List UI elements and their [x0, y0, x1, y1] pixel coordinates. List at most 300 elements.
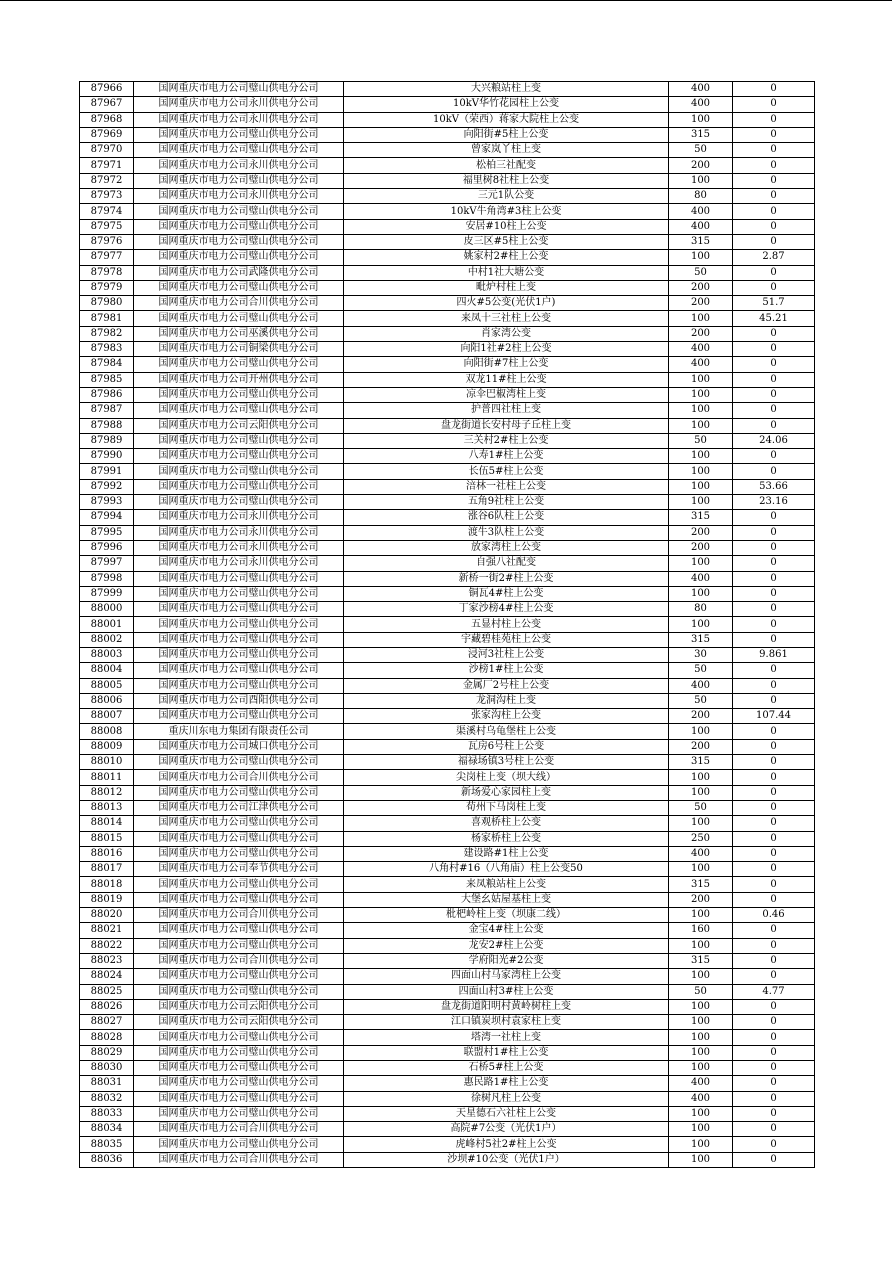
capacity-cell: 200 — [669, 326, 733, 341]
value-cell: 0 — [733, 892, 815, 907]
transformer-name-cell: 向阳1社#2柱上公变 — [344, 342, 669, 357]
capacity-cell: 100 — [669, 479, 733, 494]
row-number-cell: 87979 — [80, 280, 134, 295]
transformer-name-cell: 肖家湾公变 — [344, 326, 669, 341]
transformer-name-cell: 惠民路1#柱上公变 — [344, 1076, 669, 1091]
capacity-cell: 100 — [669, 908, 733, 923]
row-number-cell: 87975 — [80, 219, 134, 234]
table-row — [80, 678, 815, 693]
company-cell: 国网重庆市电力公司永川供电分公司 — [134, 158, 344, 173]
row-number-cell: 87969 — [80, 127, 134, 142]
value-cell: 0 — [733, 143, 815, 158]
company-cell: 国网重庆市电力公司武隆供电分公司 — [134, 265, 344, 280]
company-cell: 国网重庆市电力公司永川供电分公司 — [134, 540, 344, 555]
capacity-cell: 30 — [669, 647, 733, 662]
capacity-cell: 315 — [669, 755, 733, 770]
table-row — [80, 173, 815, 188]
capacity-cell: 100 — [669, 112, 733, 127]
table-row — [80, 709, 815, 724]
row-number-cell: 87976 — [80, 234, 134, 249]
company-cell: 国网重庆市电力公司璧山供电分公司 — [134, 831, 344, 846]
value-cell: 0 — [733, 663, 815, 678]
row-number-cell: 87998 — [80, 571, 134, 586]
capacity-cell: 100 — [669, 770, 733, 785]
value-cell: 0 — [733, 280, 815, 295]
table-row — [80, 846, 815, 861]
row-number-cell: 88010 — [80, 755, 134, 770]
capacity-cell: 200 — [669, 525, 733, 540]
transformer-name-cell: 长伍5#柱上公变 — [344, 464, 669, 479]
capacity-cell: 100 — [669, 862, 733, 877]
capacity-cell: 100 — [669, 617, 733, 632]
transformer-name-cell: 徐树凡柱上公变 — [344, 1091, 669, 1106]
table-row — [80, 250, 815, 265]
company-cell: 国网重庆市电力公司璧山供电分公司 — [134, 127, 344, 142]
row-number-cell: 87997 — [80, 556, 134, 571]
transformer-name-cell: 联盟村1#柱上公变 — [344, 1045, 669, 1060]
transformer-name-cell: 三关村2#柱上公变 — [344, 433, 669, 448]
transformer-name-cell: 张家沟柱上公变 — [344, 709, 669, 724]
table-row — [80, 755, 815, 770]
capacity-cell: 100 — [669, 418, 733, 433]
company-cell: 重庆川东电力集团有限责任公司 — [134, 724, 344, 739]
transformer-name-cell: 沙坝#10公变（光伏1户） — [344, 1152, 669, 1167]
row-number-cell: 88009 — [80, 739, 134, 754]
transformer-name-cell: 塔湾一社柱上变 — [344, 1030, 669, 1045]
table-row — [80, 280, 815, 295]
value-cell: 0 — [733, 770, 815, 785]
table-row — [80, 969, 815, 984]
row-number-cell: 88007 — [80, 709, 134, 724]
value-cell: 45.21 — [733, 311, 815, 326]
row-number-cell: 87995 — [80, 525, 134, 540]
capacity-cell: 315 — [669, 510, 733, 525]
value-cell: 0 — [733, 785, 815, 800]
transformer-name-cell: 浸河3社柱上公变 — [344, 647, 669, 662]
capacity-cell: 100 — [669, 250, 733, 265]
value-cell: 0 — [733, 1045, 815, 1060]
transformer-name-cell: 四火#5公变(光伏1户) — [344, 296, 669, 311]
transformer-name-cell: 丁家沙榜4#柱上公变 — [344, 602, 669, 617]
value-cell: 0 — [733, 1152, 815, 1167]
transformer-name-cell: 八角村#16（八角庙）柱上公变50 — [344, 862, 669, 877]
capacity-cell: 160 — [669, 923, 733, 938]
company-cell: 国网重庆市电力公司璧山供电分公司 — [134, 173, 344, 188]
capacity-cell: 100 — [669, 969, 733, 984]
capacity-cell: 400 — [669, 342, 733, 357]
table-row — [80, 418, 815, 433]
table-row — [80, 1106, 815, 1121]
value-cell: 0 — [733, 82, 815, 97]
table-row — [80, 1030, 815, 1045]
table-row — [80, 311, 815, 326]
capacity-cell: 100 — [669, 464, 733, 479]
company-cell: 国网重庆市电力公司江津供电分公司 — [134, 800, 344, 815]
row-number-cell: 87972 — [80, 173, 134, 188]
row-number-cell: 88027 — [80, 1015, 134, 1030]
row-number-cell: 88018 — [80, 877, 134, 892]
value-cell: 0 — [733, 602, 815, 617]
value-cell: 0 — [733, 357, 815, 372]
value-cell: 0 — [733, 418, 815, 433]
company-cell: 国网重庆市电力公司璧山供电分公司 — [134, 495, 344, 510]
table-row — [80, 693, 815, 708]
capacity-cell: 200 — [669, 280, 733, 295]
transformer-name-cell: 福禄场镇3号柱上公变 — [344, 755, 669, 770]
company-cell: 国网重庆市电力公司永川供电分公司 — [134, 556, 344, 571]
value-cell: 0 — [733, 969, 815, 984]
capacity-cell: 80 — [669, 602, 733, 617]
value-cell: 0 — [733, 755, 815, 770]
table-row — [80, 908, 815, 923]
row-number-cell: 87985 — [80, 372, 134, 387]
transformer-name-cell: 喜观桥柱上公变 — [344, 816, 669, 831]
transformer-name-cell: 向阳街#5柱上公变 — [344, 127, 669, 142]
transformer-name-cell: 建设路#1柱上公变 — [344, 846, 669, 861]
table-row — [80, 724, 815, 739]
transformer-name-cell: 放家湾柱上公变 — [344, 540, 669, 555]
capacity-cell: 100 — [669, 311, 733, 326]
value-cell: 0 — [733, 724, 815, 739]
transformer-name-cell: 宇藏碧桂苑柱上公变 — [344, 632, 669, 647]
transformer-name-cell: 三元1队公变 — [344, 189, 669, 204]
company-cell: 国网重庆市电力公司璧山供电分公司 — [134, 938, 344, 953]
table-row — [80, 739, 815, 754]
value-cell: 0 — [733, 112, 815, 127]
capacity-cell: 400 — [669, 678, 733, 693]
row-number-cell: 88013 — [80, 800, 134, 815]
row-number-cell: 88022 — [80, 938, 134, 953]
table-row — [80, 1076, 815, 1091]
table-row — [80, 953, 815, 968]
transformer-name-cell: 向阳街#7柱上公变 — [344, 357, 669, 372]
capacity-cell: 100 — [669, 495, 733, 510]
value-cell: 0 — [733, 1015, 815, 1030]
capacity-cell: 400 — [669, 357, 733, 372]
table-row — [80, 342, 815, 357]
value-cell: 0 — [733, 693, 815, 708]
transformer-name-cell: 天星德石六社柱上公变 — [344, 1106, 669, 1121]
row-number-cell: 87991 — [80, 464, 134, 479]
table-row — [80, 663, 815, 678]
capacity-cell: 100 — [669, 816, 733, 831]
capacity-cell: 100 — [669, 372, 733, 387]
table-row — [80, 785, 815, 800]
company-cell: 国网重庆市电力公司璧山供电分公司 — [134, 357, 344, 372]
company-cell: 国网重庆市电力公司永川供电分公司 — [134, 525, 344, 540]
company-cell: 国网重庆市电力公司璧山供电分公司 — [134, 785, 344, 800]
table-row — [80, 877, 815, 892]
capacity-cell: 100 — [669, 173, 733, 188]
row-number-cell: 88005 — [80, 678, 134, 693]
table-row — [80, 892, 815, 907]
value-cell: 0 — [733, 265, 815, 280]
row-number-cell: 87967 — [80, 97, 134, 112]
value-cell: 0 — [733, 678, 815, 693]
capacity-cell: 100 — [669, 387, 733, 402]
capacity-cell: 100 — [669, 556, 733, 571]
transformer-name-cell: 石桥5#柱上公变 — [344, 1061, 669, 1076]
table-row — [80, 219, 815, 234]
company-cell: 国网重庆市电力公司璧山供电分公司 — [134, 250, 344, 265]
company-cell: 国网重庆市电力公司璧山供电分公司 — [134, 892, 344, 907]
transformer-name-cell: 八寿1#柱上公变 — [344, 449, 669, 464]
capacity-cell: 50 — [669, 663, 733, 678]
row-number-cell: 88036 — [80, 1152, 134, 1167]
row-number-cell: 88029 — [80, 1045, 134, 1060]
company-cell: 国网重庆市电力公司璧山供电分公司 — [134, 464, 344, 479]
company-cell: 国网重庆市电力公司璧山供电分公司 — [134, 816, 344, 831]
capacity-cell: 100 — [669, 1015, 733, 1030]
transformer-name-cell: 涨谷6队柱上公变 — [344, 510, 669, 525]
table-row — [80, 510, 815, 525]
transformer-name-cell: 枇杷岭柱上变（坝康二线） — [344, 908, 669, 923]
table-row — [80, 326, 815, 341]
table-row — [80, 1091, 815, 1106]
company-cell: 国网重庆市电力公司璧山供电分公司 — [134, 1061, 344, 1076]
value-cell: 0 — [733, 632, 815, 647]
capacity-cell: 200 — [669, 540, 733, 555]
capacity-cell: 400 — [669, 846, 733, 861]
table-row — [80, 770, 815, 785]
row-number-cell: 87999 — [80, 586, 134, 601]
table-row — [80, 387, 815, 402]
transformer-name-cell: 江口镇炭坝村袁家柱上变 — [344, 1015, 669, 1030]
capacity-cell: 400 — [669, 204, 733, 219]
company-cell: 国网重庆市电力公司璧山供电分公司 — [134, 280, 344, 295]
value-cell: 0 — [733, 617, 815, 632]
value-cell: 0 — [733, 938, 815, 953]
company-cell: 国网重庆市电力公司璧山供电分公司 — [134, 433, 344, 448]
transformer-name-cell: 盘龙街道长安村母子丘柱上变 — [344, 418, 669, 433]
table-row — [80, 449, 815, 464]
company-cell: 国网重庆市电力公司璧山供电分公司 — [134, 1076, 344, 1091]
row-number-cell: 88026 — [80, 999, 134, 1014]
row-number-cell: 87974 — [80, 204, 134, 219]
value-cell: 53.66 — [733, 479, 815, 494]
transformer-name-cell: 高院#7公变（光伏1户） — [344, 1122, 669, 1137]
capacity-cell: 100 — [669, 1061, 733, 1076]
transformer-name-cell: 凉伞巴椒湾柱上变 — [344, 387, 669, 402]
table-row — [80, 82, 815, 97]
table-row — [80, 556, 815, 571]
value-cell: 0 — [733, 571, 815, 586]
value-cell: 51.7 — [733, 296, 815, 311]
value-cell: 0.46 — [733, 908, 815, 923]
value-cell: 0 — [733, 387, 815, 402]
company-cell: 国网重庆市电力公司云阳供电分公司 — [134, 418, 344, 433]
transformer-name-cell: 姚家村2#柱上公变 — [344, 250, 669, 265]
company-cell: 国网重庆市电力公司合川供电分公司 — [134, 908, 344, 923]
row-number-cell: 87996 — [80, 540, 134, 555]
table-row — [80, 1137, 815, 1152]
row-number-cell: 88003 — [80, 647, 134, 662]
table-row — [80, 158, 815, 173]
company-cell: 国网重庆市电力公司璧山供电分公司 — [134, 984, 344, 999]
transformer-name-cell: 渡牛3队柱上公变 — [344, 525, 669, 540]
table-row — [80, 1152, 815, 1167]
company-cell: 国网重庆市电力公司璧山供电分公司 — [134, 311, 344, 326]
row-number-cell: 88023 — [80, 953, 134, 968]
company-cell: 国网重庆市电力公司璧山供电分公司 — [134, 1106, 344, 1121]
table-row — [80, 112, 815, 127]
company-cell: 国网重庆市电力公司璧山供电分公司 — [134, 755, 344, 770]
value-cell: 0 — [733, 219, 815, 234]
value-cell: 0 — [733, 1030, 815, 1045]
company-cell: 国网重庆市电力公司璧山供电分公司 — [134, 709, 344, 724]
company-cell: 国网重庆市电力公司璧山供电分公司 — [134, 632, 344, 647]
value-cell: 0 — [733, 158, 815, 173]
transformer-name-cell: 皮三区#5柱上公变 — [344, 234, 669, 249]
value-cell: 0 — [733, 173, 815, 188]
value-cell: 0 — [733, 1106, 815, 1121]
value-cell: 0 — [733, 403, 815, 418]
transformer-name-cell: 10kV（荣西）蒋家大院柱上公变 — [344, 112, 669, 127]
company-cell: 国网重庆市电力公司璧山供电分公司 — [134, 1045, 344, 1060]
capacity-cell: 200 — [669, 296, 733, 311]
transformer-name-cell: 来凤十三社柱上公变 — [344, 311, 669, 326]
value-cell: 0 — [733, 234, 815, 249]
table-row — [80, 831, 815, 846]
capacity-cell: 200 — [669, 709, 733, 724]
row-number-cell: 88031 — [80, 1076, 134, 1091]
transformer-name-cell: 盘龙街道阳明村黄岭树柱上变 — [344, 999, 669, 1014]
capacity-cell: 50 — [669, 265, 733, 280]
company-cell: 国网重庆市电力公司璧山供电分公司 — [134, 143, 344, 158]
company-cell: 国网重庆市电力公司永川供电分公司 — [134, 112, 344, 127]
capacity-cell: 100 — [669, 1030, 733, 1045]
value-cell: 2.87 — [733, 250, 815, 265]
table-row — [80, 525, 815, 540]
company-cell: 国网重庆市电力公司铜梁供电分公司 — [134, 342, 344, 357]
value-cell: 24.06 — [733, 433, 815, 448]
row-number-cell: 88035 — [80, 1137, 134, 1152]
table-row — [80, 617, 815, 632]
capacity-cell: 400 — [669, 219, 733, 234]
transformer-name-cell: 学府阳光#2公变 — [344, 953, 669, 968]
company-cell: 国网重庆市电力公司永川供电分公司 — [134, 97, 344, 112]
capacity-cell: 315 — [669, 953, 733, 968]
row-number-cell: 87973 — [80, 189, 134, 204]
row-number-cell: 88020 — [80, 908, 134, 923]
transformer-name-cell: 龙安2#柱上公变 — [344, 938, 669, 953]
company-cell: 国网重庆市电力公司合川供电分公司 — [134, 296, 344, 311]
capacity-cell: 100 — [669, 1122, 733, 1137]
row-number-cell: 87981 — [80, 311, 134, 326]
transformer-name-cell: 金宝4#柱上公变 — [344, 923, 669, 938]
value-cell: 0 — [733, 97, 815, 112]
row-number-cell: 88011 — [80, 770, 134, 785]
table-row — [80, 204, 815, 219]
row-number-cell: 88019 — [80, 892, 134, 907]
value-cell: 23.16 — [733, 495, 815, 510]
transformer-name-cell: 中村1社大塘公变 — [344, 265, 669, 280]
capacity-cell: 200 — [669, 739, 733, 754]
transformer-name-cell: 10kV华竹花园柱上公变 — [344, 97, 669, 112]
transformer-name-cell: 尖岗柱上变（坝大线） — [344, 770, 669, 785]
company-cell: 国网重庆市电力公司璧山供电分公司 — [134, 1137, 344, 1152]
value-cell: 0 — [733, 1091, 815, 1106]
value-cell: 0 — [733, 525, 815, 540]
company-cell: 国网重庆市电力公司合川供电分公司 — [134, 953, 344, 968]
row-number-cell: 87983 — [80, 342, 134, 357]
value-cell: 0 — [733, 877, 815, 892]
row-number-cell: 87989 — [80, 433, 134, 448]
table-row — [80, 189, 815, 204]
company-cell: 国网重庆市电力公司璧山供电分公司 — [134, 586, 344, 601]
company-cell: 国网重庆市电力公司璧山供电分公司 — [134, 204, 344, 219]
company-cell: 国网重庆市电力公司璧山供电分公司 — [134, 571, 344, 586]
transformer-name-cell: 10kV牛角湾#3柱上公变 — [344, 204, 669, 219]
transformer-table — [79, 81, 815, 1168]
company-cell: 国网重庆市电力公司合川供电分公司 — [134, 1122, 344, 1137]
value-cell: 0 — [733, 923, 815, 938]
row-number-cell: 87987 — [80, 403, 134, 418]
company-cell: 国网重庆市电力公司璧山供电分公司 — [134, 923, 344, 938]
value-cell: 0 — [733, 510, 815, 525]
transformer-name-cell: 护普四社柱上变 — [344, 403, 669, 418]
table-row — [80, 372, 815, 387]
company-cell: 国网重庆市电力公司云阳供电分公司 — [134, 1015, 344, 1030]
transformer-name-cell: 大堡幺姑屋基柱上变 — [344, 892, 669, 907]
value-cell: 0 — [733, 831, 815, 846]
transformer-name-cell: 渠溪村乌龟堡柱上公变 — [344, 724, 669, 739]
capacity-cell: 100 — [669, 586, 733, 601]
value-cell: 0 — [733, 449, 815, 464]
company-cell: 国网重庆市电力公司永川供电分公司 — [134, 510, 344, 525]
company-cell: 国网重庆市电力公司奉节供电分公司 — [134, 862, 344, 877]
value-cell: 0 — [733, 1061, 815, 1076]
capacity-cell: 100 — [669, 403, 733, 418]
row-number-cell: 87990 — [80, 449, 134, 464]
capacity-cell: 100 — [669, 724, 733, 739]
table-row — [80, 433, 815, 448]
capacity-cell: 315 — [669, 234, 733, 249]
transformer-name-cell: 安居#10柱上公变 — [344, 219, 669, 234]
capacity-cell: 315 — [669, 877, 733, 892]
capacity-cell: 100 — [669, 1106, 733, 1121]
transformer-name-cell: 新场爱心家园柱上变 — [344, 785, 669, 800]
transformer-name-cell: 来凤粮站柱上公变 — [344, 877, 669, 892]
capacity-cell: 50 — [669, 143, 733, 158]
table-row — [80, 602, 815, 617]
transformer-name-cell: 大兴粮站柱上变 — [344, 82, 669, 97]
company-cell: 国网重庆市电力公司璧山供电分公司 — [134, 678, 344, 693]
row-number-cell: 87986 — [80, 387, 134, 402]
capacity-cell: 100 — [669, 449, 733, 464]
table-row — [80, 97, 815, 112]
capacity-cell: 100 — [669, 1152, 733, 1167]
capacity-cell: 400 — [669, 82, 733, 97]
capacity-cell: 100 — [669, 999, 733, 1014]
table-row — [80, 234, 815, 249]
transformer-name-cell: 双龙11#柱上公变 — [344, 372, 669, 387]
company-cell: 国网重庆市电力公司酉阳供电分公司 — [134, 693, 344, 708]
value-cell: 0 — [733, 999, 815, 1014]
capacity-cell: 400 — [669, 1076, 733, 1091]
table-row — [80, 938, 815, 953]
row-number-cell: 88016 — [80, 846, 134, 861]
table-row — [80, 296, 815, 311]
row-number-cell: 87977 — [80, 250, 134, 265]
capacity-cell: 400 — [669, 571, 733, 586]
row-number-cell: 87968 — [80, 112, 134, 127]
capacity-cell: 315 — [669, 127, 733, 142]
transformer-name-cell: 荀州下马岗柱上变 — [344, 800, 669, 815]
table-row — [80, 984, 815, 999]
value-cell: 0 — [733, 1076, 815, 1091]
company-cell: 国网重庆市电力公司璧山供电分公司 — [134, 82, 344, 97]
